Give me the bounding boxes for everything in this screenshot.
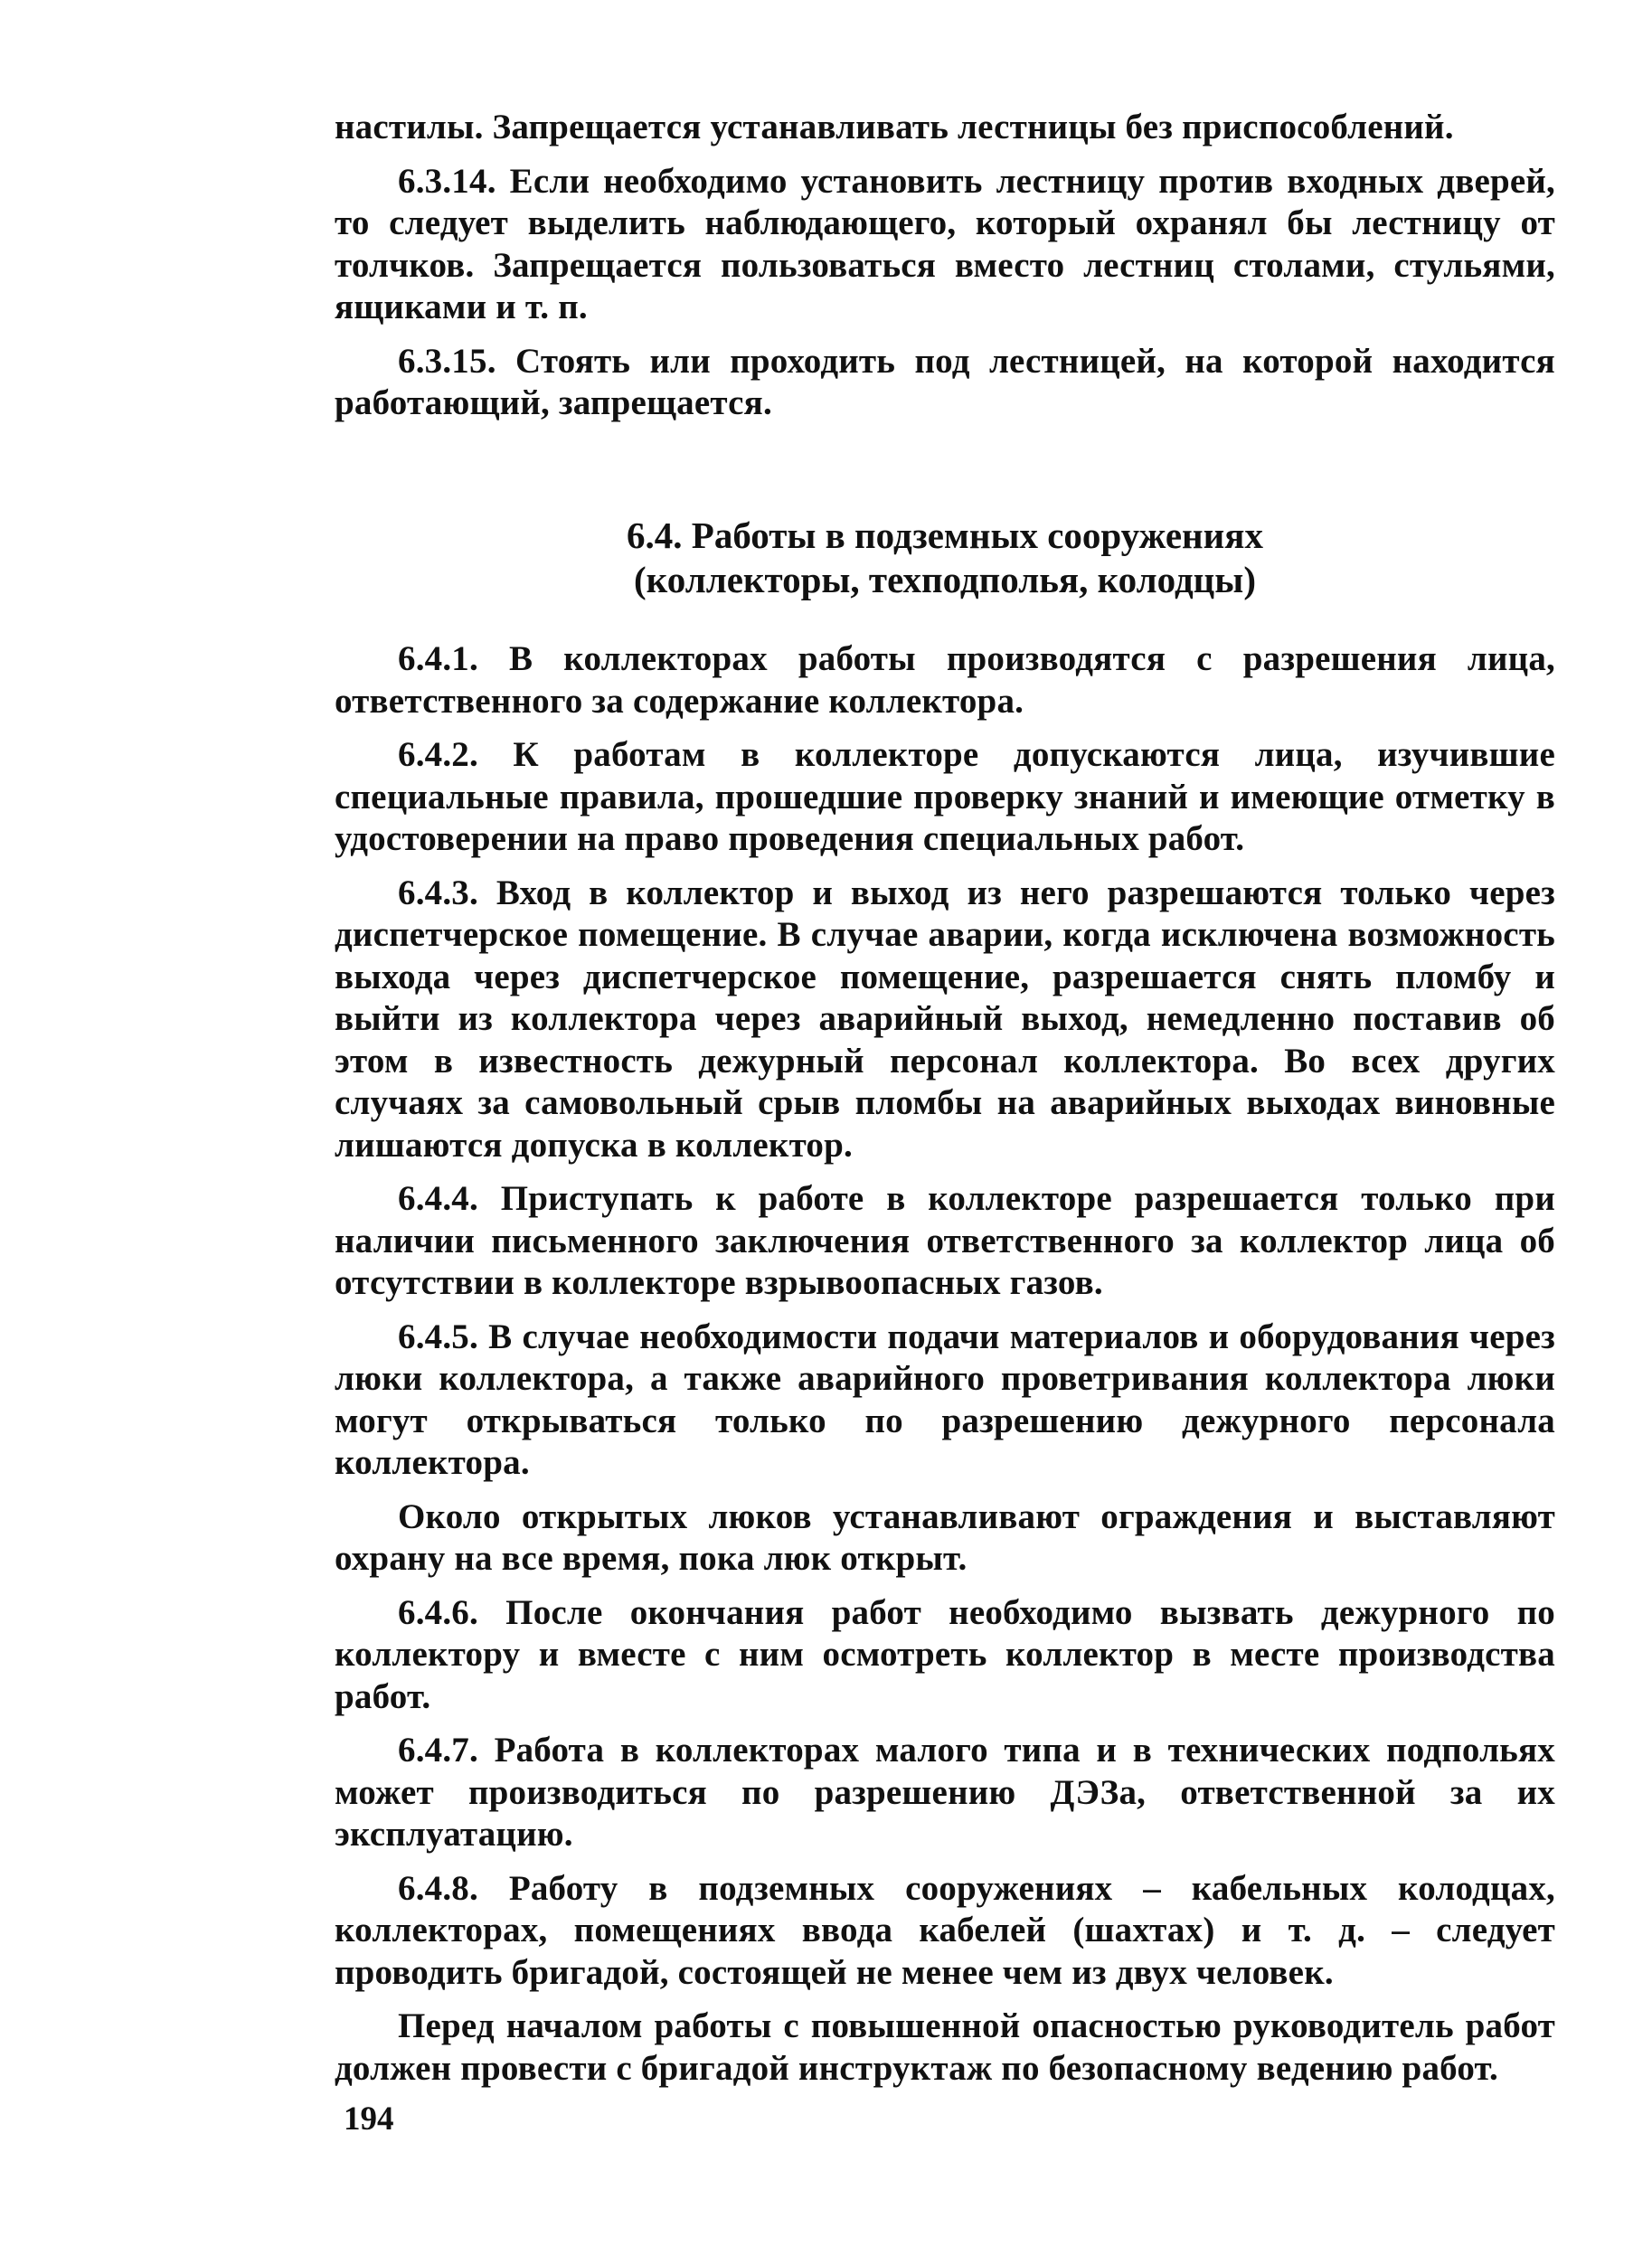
section-heading bbox=[335, 514, 1555, 602]
clause-number: 6.4.5. bbox=[398, 1317, 478, 1356]
clause-number: 6.3.14. bbox=[398, 161, 496, 201]
section-title: 6.4. Работы в подземных сооружениях bbox=[627, 514, 1263, 556]
paragraph-6-4-3 bbox=[335, 873, 1555, 1167]
paragraph-text: Приступать к работе в коллекторе разрешается только при наличии письменного заключения ответственного за коллектор лица об отсутствии в коллекторе взрывоопасных газов. bbox=[335, 1179, 1555, 1302]
clause-number: 6.4.4. bbox=[398, 1179, 478, 1218]
section-6-4-body bbox=[335, 638, 1555, 2101]
top-section bbox=[335, 107, 1555, 437]
paragraph-text: Если необходимо установить лестницу против входных дверей, то следует выделить наблюдающего, который охранял бы лестницу от толчков. Запрещается пользоваться вместо лестниц столами, стульями, ящиками и т. п. bbox=[335, 161, 1555, 326]
clause-number: 6.4.8. bbox=[398, 1868, 478, 1908]
paragraph-6-4-8-continued bbox=[335, 2006, 1555, 2090]
paragraph-text: Около открытых люков устанавливают ограждения и выставляют охрану на все время, пока люк открыт. bbox=[335, 1496, 1555, 1578]
paragraph-6-3-15 bbox=[335, 341, 1555, 425]
paragraph-6-4-7 bbox=[335, 1730, 1555, 1856]
paragraph-6-4-8 bbox=[335, 1868, 1555, 1995]
page-number: 194 bbox=[344, 2100, 394, 2138]
paragraph-text: настилы. Запрещается устанавливать лестницы без приспособлений. bbox=[335, 108, 1454, 146]
paragraph-6-4-1 bbox=[335, 638, 1555, 722]
paragraph-continuation bbox=[335, 107, 1555, 149]
clause-number: 6.4.1. bbox=[398, 639, 478, 678]
paragraph-text: Работу в подземных сооружениях – кабельных колодцах, коллекторах, помещениях ввода кабелей (шахтах) и т. д. – следует проводить бригадой, состоящей не менее чем из двух человек. bbox=[335, 1868, 1555, 1992]
paragraph-text: Вход в коллектор и выход из него разрешаются только через диспетчерское помещение. В случае аварии, когда исключена возможность выхода через диспетчерское помещение, разрешается снять пломбу и выйти из коллектора через аварийный выход, немедленно поставив об этом в известность дежурный персонал коллектора. Во всех других случаях за самовольный срыв пломбы на аварийных выходах виновные лишаются допуска в коллектор. bbox=[335, 873, 1555, 1165]
paragraph-6-4-6 bbox=[335, 1592, 1555, 1719]
paragraph-text: После окончания работ необходимо вызвать дежурного по коллектору и вместе с ним осмотреть коллектор в месте производства работ. bbox=[335, 1592, 1556, 1716]
clause-number: 6.4.2. bbox=[398, 735, 478, 774]
paragraph-text: В коллекторах работы производятся с разрешения лица, ответственного за содержание коллектора. bbox=[335, 639, 1555, 721]
paragraph-6-4-2 bbox=[335, 734, 1555, 861]
clause-number: 6.4.6. bbox=[398, 1592, 478, 1632]
paragraph-text: Стоять или проходить под лестницей, на которой находится работающий, запрещается. bbox=[335, 341, 1555, 422]
clause-number: 6.4.7. bbox=[398, 1731, 478, 1770]
paragraph-6-4-4 bbox=[335, 1178, 1555, 1305]
paragraph-text: Перед началом работы с повышенной опасностью руководитель работ должен провести с бригадой инструктаж по безопасному ведению работ. bbox=[335, 2006, 1555, 2088]
paragraph-text: К работам в коллекторе допускаются лица, изучившие специальные правила, прошедшие проверку знаний и имеющие отметку в удостоверении на право проведения специальных работ. bbox=[335, 735, 1555, 858]
paragraph-6-4-5-continued bbox=[335, 1496, 1555, 1581]
paragraph-text: Работа в коллекторах малого типа и в технических подпольях может производиться по разрешению ДЭЗа, ответственной за их эксплуатацию. bbox=[335, 1731, 1556, 1854]
clause-number: 6.3.15. bbox=[398, 341, 496, 381]
paragraph-6-3-14 bbox=[335, 161, 1555, 329]
clause-number: 6.4.3. bbox=[398, 873, 478, 912]
section-subtitle: (коллекторы, техподполья, колодцы) bbox=[634, 559, 1256, 600]
paragraph-6-4-5 bbox=[335, 1317, 1555, 1485]
paragraph-text: В случае необходимости подачи материалов и оборудования через люки коллектора, а также аварийного проветривания коллектора люки могут открываться только по разрешению дежурного персонала коллектора. bbox=[335, 1317, 1556, 1482]
